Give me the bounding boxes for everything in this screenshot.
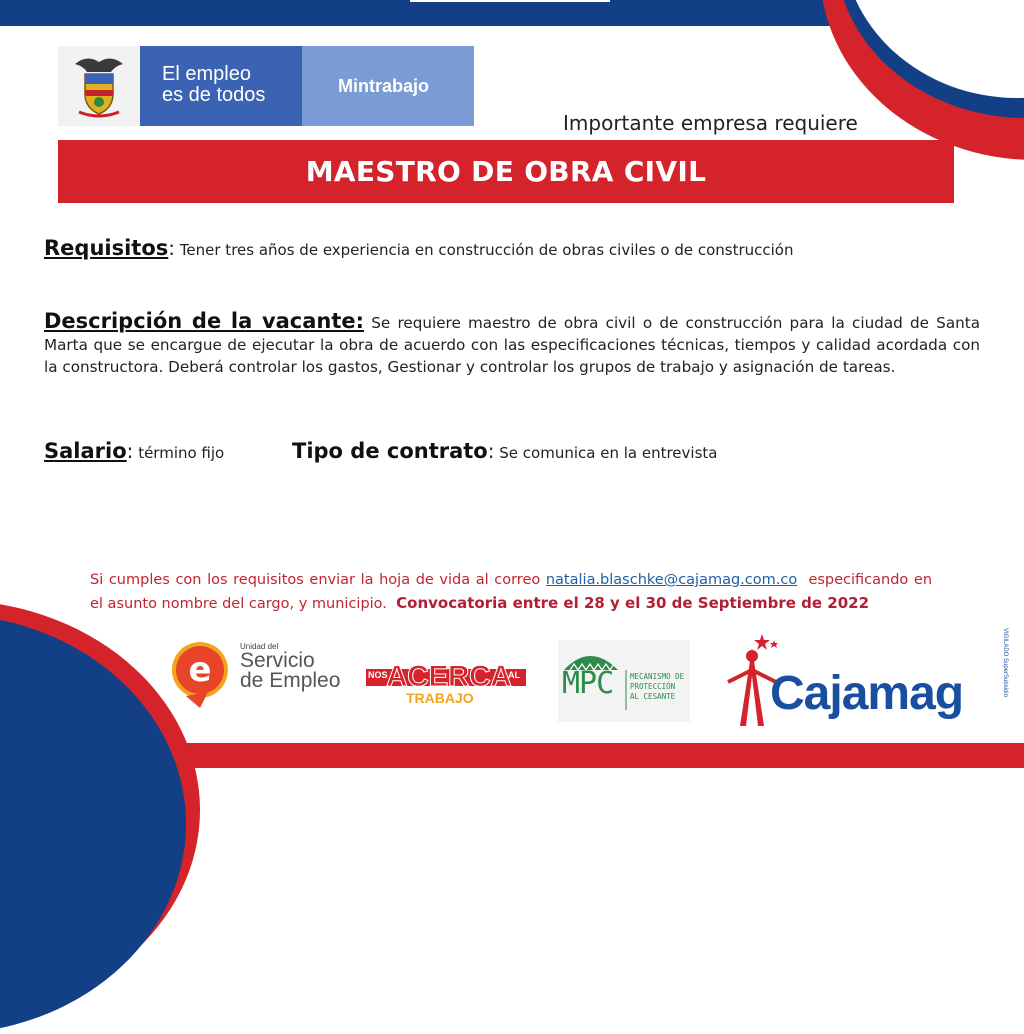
supersubsidio-mark (988, 628, 1008, 738)
contract-type: Tipo de contrato: Se comunica en la entrevista (292, 439, 718, 463)
note-text-before: Si cumples con los requisitos enviar la hoja de vida al correo (90, 572, 541, 588)
title-banner (58, 140, 954, 203)
svg-text:e: e (188, 650, 212, 690)
spe-small: Unidad del (240, 642, 279, 651)
mpc-desc-3: AL CESANTE (630, 692, 676, 701)
spe-line-1: Servicio (240, 649, 315, 672)
mpc-desc-2: PROTECCIÓN (630, 682, 676, 691)
ministry-name: Mintrabajo (302, 46, 474, 126)
email-link[interactable]: natalia.blaschke@cajamag.com.co (545, 572, 798, 588)
salary-label: Salario (44, 439, 127, 463)
requirements-text: Tener tres años de experiencia en construcción de obras civiles o de construcción (179, 241, 794, 259)
slogan (140, 46, 302, 126)
coat-of-arms-icon (58, 46, 140, 126)
note-text-after: especificando en el asunto nombre del cargo, y municipio. (90, 572, 933, 612)
mpc-logo (558, 640, 690, 722)
nac-main: ACERCA (386, 660, 512, 693)
vigilado-text: VIGILADO SuperSubsidio (1002, 628, 1008, 698)
slogan-line-2: es de todos (162, 84, 266, 106)
requirements-label: Requisitos (44, 236, 169, 260)
job-title: MAESTRO DE OBRA CIVIL (305, 155, 707, 188)
intro-text: Importante empresa requiere (563, 111, 858, 135)
job-description (44, 310, 980, 378)
nos-acerca-logo (366, 660, 526, 708)
cajamag-logo (722, 630, 1002, 730)
salary-text: término fijo (138, 444, 225, 462)
salary: Salario: término fijo (44, 439, 225, 463)
nac-nos: NOS (368, 670, 388, 680)
nac-al: AL (508, 670, 520, 680)
slogan-line-1: El empleo (162, 63, 251, 85)
requirements: Requisitos: Tener tres años de experiencia en construcción de obras civiles o de construcción (44, 236, 794, 260)
description-label: Descripción de la vacante: (44, 309, 365, 333)
contract-label: Tipo de contrato (292, 439, 488, 463)
left-corner-decoration-blue (0, 614, 186, 1034)
application-dates: Convocatoria entre el 28 y el 30 de Septiembre de 2022 (396, 594, 870, 612)
application-note (90, 569, 932, 616)
spe-line-2: de Empleo (240, 669, 341, 692)
contract-text: Se comunica en la entrevista (499, 444, 718, 462)
government-logo (58, 46, 474, 126)
description-text: Se requiere maestro de obra civil o de construcción para la ciudad de Santa Marta que se encargue de ejecutar la obra de acuerdo con las especificaciones técnicas, tiempos y calidad acordada con la constructora. Deberá controlar los gastos, Gestionar y controlar los grupos de trabajo y asignación de tareas. (44, 314, 981, 376)
cajamag-text: Cajamag (770, 667, 964, 720)
mpc-desc-1: MECANISMO DE (630, 672, 685, 681)
nac-trabajo: TRABAJO (406, 690, 474, 706)
mpc-description (630, 672, 684, 702)
servicio-empleo-logo (168, 634, 358, 710)
mpc-text: MPC (562, 666, 614, 701)
